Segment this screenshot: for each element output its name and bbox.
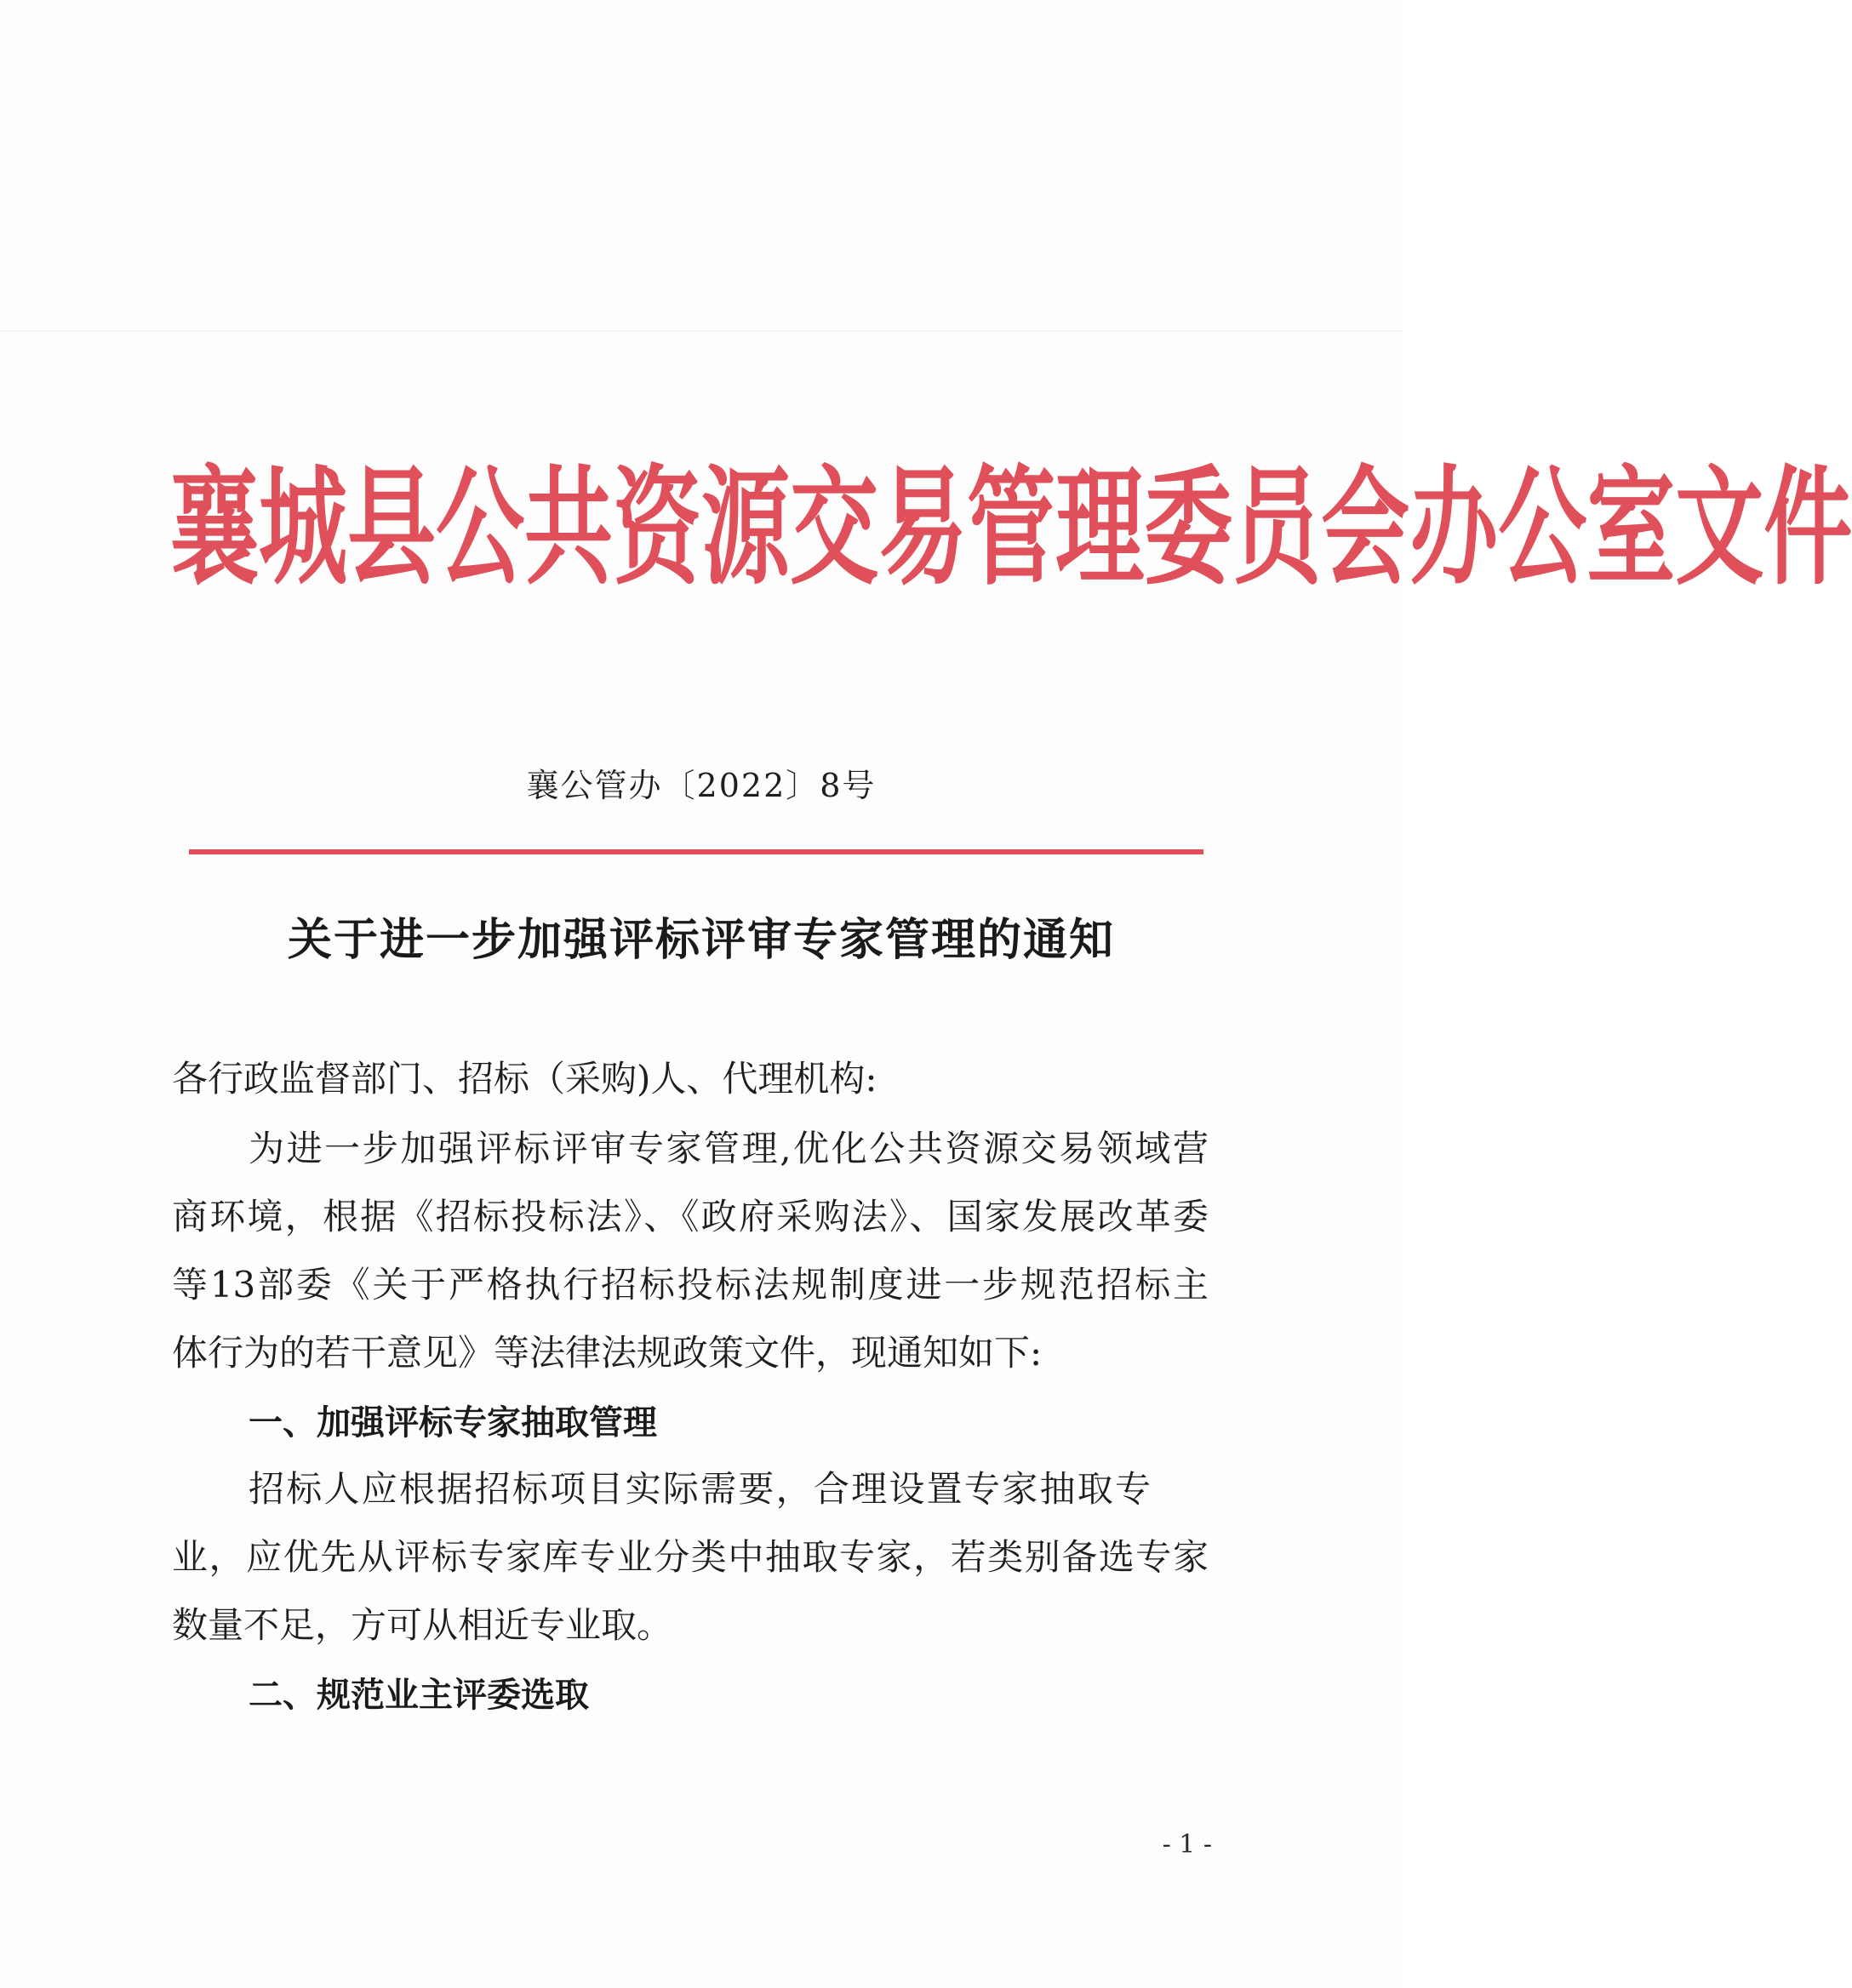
paragraph-line: 商环境，根据《招标投标法》、《政府采购法》、国家发展改革委 (172, 1196, 1209, 1237)
paragraph-line: 为进一步加强评标评审专家管理,优化公共资源交易领域营 (249, 1128, 1209, 1169)
scan-fold-line (0, 330, 1403, 332)
masthead-character: 办 (1409, 452, 1499, 603)
masthead-character: 公 (436, 452, 525, 603)
masthead-character: 县 (347, 452, 437, 603)
page-number: - 1 - (1162, 1830, 1212, 1859)
document-title: 关于进一步加强评标评审专家管理的通知 (287, 914, 1115, 966)
masthead-character: 易 (878, 452, 968, 603)
paragraph-line: 数量不足，方可从相近专业取。 (172, 1604, 673, 1646)
masthead-character: 员 (1232, 452, 1322, 603)
masthead-character: 理 (1055, 452, 1145, 603)
masthead-character: 源 (701, 452, 791, 603)
paragraph-line: 等13部委《关于严格执行招标投标法规制度进一步规范招标主 (172, 1264, 1209, 1305)
masthead-character: 管 (967, 452, 1056, 603)
masthead-character: 襄 (170, 452, 260, 603)
paragraph-line: 体行为的若干意见》等法律法规政策文件，现通知如下: (172, 1332, 1043, 1374)
red-masthead-title (170, 443, 1852, 613)
masthead-character: 文 (1675, 452, 1764, 603)
masthead-character: 会 (1321, 452, 1410, 603)
masthead-character: 资 (613, 452, 702, 603)
salutation: 各行政监督部门、招标（采购)人、代理机构: (172, 1058, 877, 1100)
paragraph-line: 招标人应根据招标项目实际需要，合理设置专家抽取专 (249, 1468, 1151, 1510)
masthead-character: 件 (1763, 452, 1852, 603)
masthead-character: 交 (790, 452, 879, 603)
masthead-character: 城 (259, 452, 348, 603)
masthead-character: 公 (1498, 452, 1587, 603)
masthead-character: 共 (524, 452, 614, 603)
section-heading: 一、加强评标专家抽取管理 (249, 1403, 657, 1442)
section-heading: 二、规范业主评委选取 (249, 1676, 589, 1715)
masthead-character: 委 (1144, 452, 1233, 603)
masthead-character: 室 (1586, 452, 1676, 603)
red-divider-line (189, 849, 1203, 854)
paragraph-line: 业，应优先从评标专家库专业分类中抽取专家，若类别备选专家 (172, 1536, 1209, 1578)
document-number: 襄公管办〔2022〕8号 (526, 767, 877, 804)
